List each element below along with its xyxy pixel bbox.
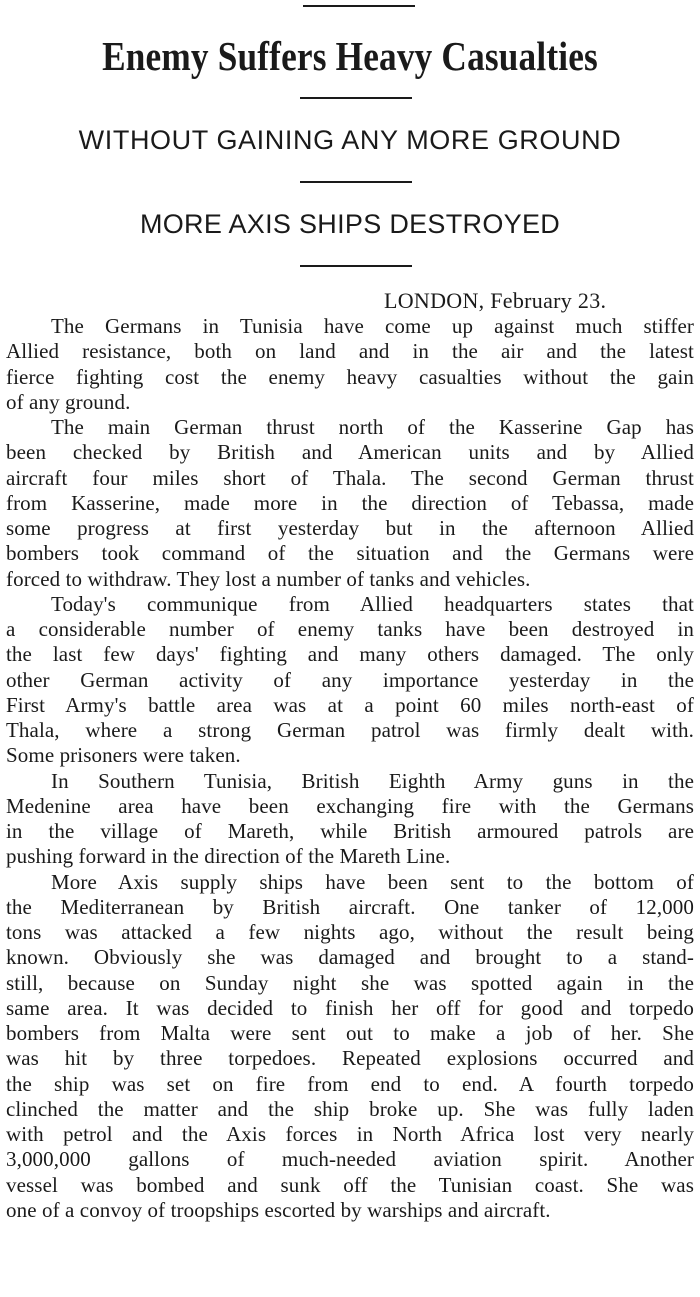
article-line: Some prisoners were taken. <box>6 743 241 768</box>
article-body <box>6 314 694 1223</box>
article-line: other German activity of any importance yesterday in the <box>6 667 694 692</box>
article-line: bombers from Malta were sent out to make a job of her. She <box>6 1021 694 1045</box>
article-line: with petrol and the Axis forces in North Africa lost very nearly <box>6 1122 694 1146</box>
headline-divider-3 <box>300 265 412 267</box>
article-line: the last few days' fighting and many others damaged. The only <box>6 642 694 667</box>
article-line: forced to withdraw. They lost a number of tanks and vehicles. <box>6 566 531 591</box>
article-paragraph <box>6 592 694 769</box>
article-line: known. Obviously she was damaged and brought to a stand- <box>6 945 694 970</box>
article-line: aircraft four miles short of Thala. The second German thrust <box>6 465 694 490</box>
article-line: First Army's battle area was at a point 60 miles north-east of <box>6 692 694 717</box>
top-divider <box>303 5 415 7</box>
article-line: clinched the matter and the ship broke up. She was fully laden <box>6 1096 694 1121</box>
article-line: Today's communique from Allied headquarters states that <box>51 591 694 616</box>
article-line: in the village of Mareth, while British armoured patrols are <box>6 819 694 843</box>
article-line: been checked by British and American units and by Allied <box>6 440 694 465</box>
subheadline-1: WITHOUT GAINING ANY MORE GROUND <box>78 125 622 155</box>
article-line: The main German thrust north of the Kasserine Gap has <box>51 415 694 439</box>
article-line: still, because on Sunday night she was spotted again in the <box>6 970 694 995</box>
article-line: of any ground. <box>6 389 131 414</box>
article-line: Allied resistance, both on land and in the air and the latest <box>6 339 694 364</box>
article-line: fierce fighting cost the enemy heavy casualties without the gain <box>6 364 694 389</box>
article-line: one of a convoy of troopships escorted by warships and aircraft. <box>6 1197 551 1222</box>
article-line: a considerable number of enemy tanks have been destroyed in <box>6 617 694 641</box>
headline-divider-2 <box>300 181 412 183</box>
article-line: some progress at first yesterday but in the afternoon Allied <box>6 516 694 540</box>
article-line: pushing forward in the direction of the Mareth Line. <box>6 844 451 869</box>
article-line: tons was attacked a few nights ago, without the result being <box>6 920 694 944</box>
article-line: the ship was set on fire from end to end. A fourth torpedo <box>6 1071 694 1096</box>
article-paragraph <box>6 415 694 592</box>
article-line: 3,000,000 gallons of much-needed aviation spirit. Another <box>6 1147 694 1172</box>
article-line: Medenine area have been exchanging fire with the Germans <box>6 793 694 818</box>
article-line: was hit by three torpedoes. Repeated explosions occurred and <box>6 1046 694 1071</box>
article-paragraph <box>6 769 694 870</box>
headline-divider-1 <box>300 97 412 99</box>
article-line: bombers took command of the situation and the Germans were <box>6 541 694 566</box>
article-line: Thala, where a strong German patrol was firmly dealt with. <box>6 718 694 742</box>
article-line: same area. It was decided to finish her off for good and torpedo <box>6 995 694 1020</box>
article-line: More Axis supply ships have been sent to the bottom of <box>51 869 694 894</box>
article-line: The Germans in Tunisia have come up against much stiffer <box>51 314 694 338</box>
article-paragraph <box>6 870 694 1224</box>
article-line: In Southern Tunisia, British Eighth Army guns in the <box>51 768 694 793</box>
subheadline-2: MORE AXIS SHIPS DESTROYED <box>139 209 561 239</box>
article-line: from Kasserine, made more in the direction of Tebassa, made <box>6 490 694 515</box>
dateline: LONDON, February 23. <box>384 288 607 313</box>
article-line: vessel was bombed and sunk off the Tunisian coast. She was <box>6 1172 694 1197</box>
main-headline: Enemy Suffers Heavy Casualties <box>102 33 598 79</box>
article-paragraph <box>6 314 694 415</box>
article-line: the Mediterranean by British aircraft. One tanker of 12,000 <box>6 894 694 919</box>
